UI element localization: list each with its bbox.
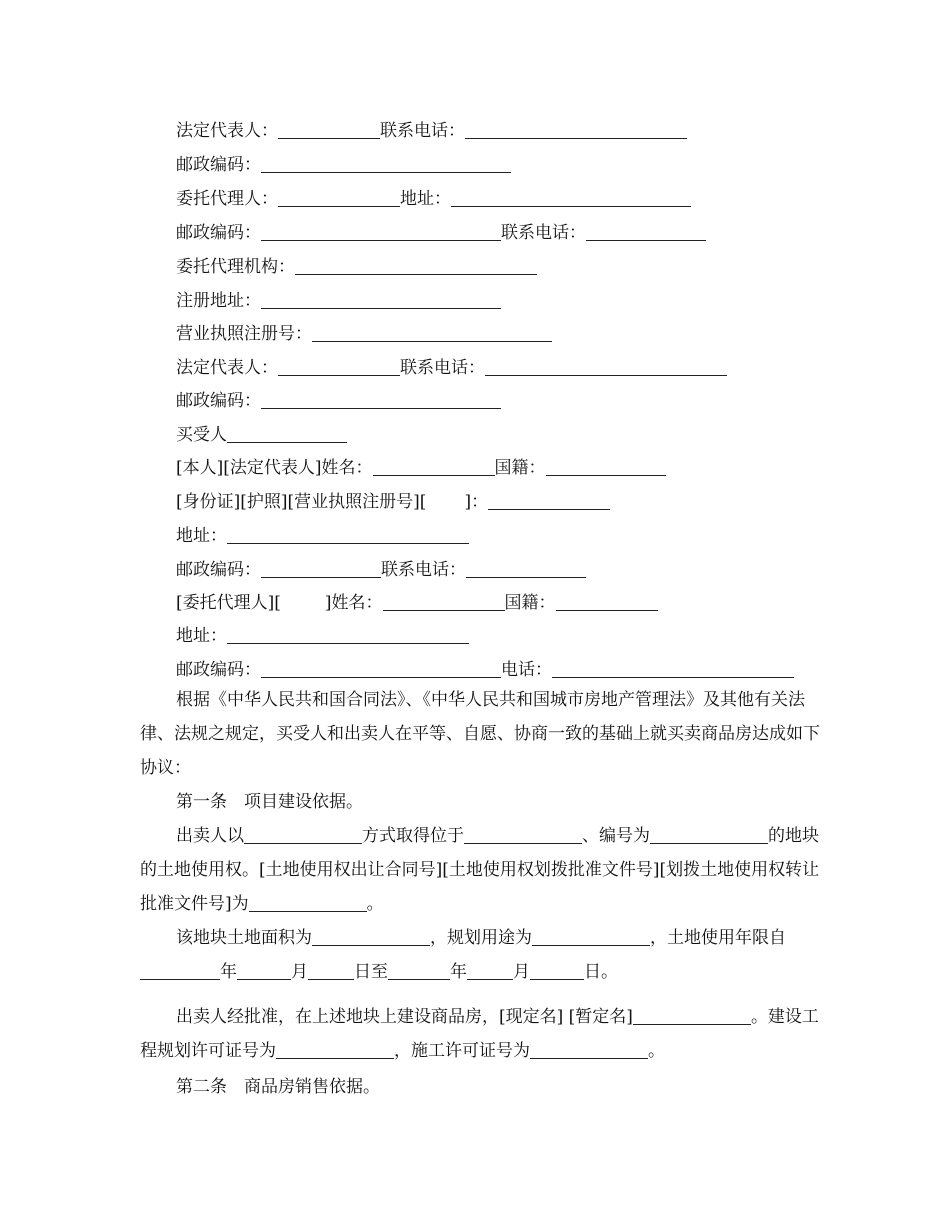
blank-field[interactable] [227, 627, 469, 644]
field-label: 国籍： [494, 458, 546, 478]
form-line [176, 593, 658, 613]
field-label: [本人][法定代表人]姓名： [176, 458, 373, 478]
paragraph-text: 、编号为 [582, 826, 650, 846]
paragraph-text: 。建设工程规划许可证号为 [140, 1007, 819, 1061]
blank-field[interactable] [530, 963, 584, 980]
field-label: [委托代理人][ [176, 593, 281, 613]
field-label: 买受人 [176, 425, 227, 445]
field-label: 联系电话： [501, 223, 586, 243]
form-line [176, 458, 666, 478]
blank-field[interactable] [276, 1042, 394, 1059]
form-line [176, 324, 552, 344]
article-heading [140, 785, 820, 819]
paragraph-text: ，施工许可证号为 [394, 1041, 530, 1061]
field-label: 委托代理机构： [176, 257, 295, 277]
blank-field[interactable] [249, 895, 367, 912]
blank-field[interactable] [261, 156, 511, 173]
field-label: ]： [464, 492, 489, 512]
field-label: 联系电话： [380, 121, 465, 141]
blank-field[interactable] [261, 561, 381, 578]
field-label: 地址： [176, 626, 227, 646]
article-1-heading: 第一条 项目建设依据。 [176, 792, 363, 812]
form-line [176, 358, 727, 378]
blank-field[interactable] [308, 963, 354, 980]
blank-field[interactable] [388, 963, 450, 980]
field-label: 邮政编码： [176, 660, 261, 680]
blank-field[interactable] [373, 459, 495, 476]
blank-field[interactable] [586, 224, 706, 241]
paragraph-text: 。 [366, 894, 384, 914]
blank-field[interactable] [227, 426, 347, 443]
field-label: 联系电话： [381, 560, 466, 580]
field-label: 注册地址： [176, 291, 261, 311]
blank-field[interactable] [278, 190, 400, 207]
form-line [176, 492, 610, 512]
blank-field[interactable] [312, 325, 552, 342]
intro-text: 根据《中华人民共和国合同法》、《中华人民共和国城市房地产管理法》及其他有关法律、法规之规定，买受人和出卖人在平等、自愿、协商一致的基础上就买卖商品房达成如下协议： [140, 690, 820, 778]
paragraph-text: 出卖人经批准，在上述地块上建设商品房，[现定名] [暂定名] [176, 1007, 633, 1027]
form-line [176, 626, 469, 646]
form-line [176, 189, 691, 209]
blank-field[interactable] [261, 661, 501, 678]
paragraph-text: 日至 [354, 962, 388, 982]
blank-field[interactable] [465, 122, 687, 139]
field-label: 国籍： [504, 593, 556, 613]
blank-field[interactable] [278, 359, 400, 376]
blank-field[interactable] [530, 1042, 648, 1059]
paragraph-text: 日。 [584, 962, 618, 982]
blank-field[interactable] [451, 190, 691, 207]
blank-field[interactable] [532, 929, 650, 946]
blank-field[interactable] [244, 827, 362, 844]
blank-field[interactable] [278, 122, 380, 139]
blank-field[interactable] [295, 258, 537, 275]
blank-field[interactable] [466, 561, 586, 578]
form-line [176, 560, 586, 580]
blank-field[interactable] [650, 827, 768, 844]
field-label: 邮政编码： [176, 391, 261, 411]
field-label: 邮政编码： [176, 560, 261, 580]
blank-field[interactable] [312, 929, 430, 946]
field-label: 电话： [501, 660, 552, 680]
paragraph-text: 月 [513, 962, 530, 982]
paragraph-text: ，规划用途为 [430, 928, 532, 948]
field-label: 邮政编码： [176, 223, 261, 243]
blank-field[interactable] [237, 963, 291, 980]
form-line [176, 223, 706, 243]
field-label: 邮政编码： [176, 155, 261, 175]
paragraph-text: 月 [291, 962, 308, 982]
paragraph-text: 该地块土地面积为 [176, 928, 312, 948]
form-line [176, 425, 347, 445]
blank-field[interactable] [556, 594, 658, 611]
field-label: 法定代表人： [176, 358, 278, 378]
blank-field[interactable] [488, 493, 610, 510]
blank-field[interactable] [546, 459, 666, 476]
blank-field[interactable] [485, 359, 727, 376]
blank-field[interactable] [140, 963, 220, 980]
blank-field[interactable] [467, 963, 513, 980]
blank-field[interactable] [261, 292, 501, 309]
form-line [176, 660, 794, 680]
blank-field[interactable] [261, 392, 501, 409]
article-heading [140, 1070, 820, 1104]
field-label: 联系电话： [400, 358, 485, 378]
article-1-paragraph-2 [140, 921, 820, 989]
paragraph-text: 年 [450, 962, 467, 982]
paragraph-text: 的地块的土地使用权。[土地使用权出让合同号][土地使用权划拨批准文件号][划拨土地使用权转让批准文件号]为 [140, 826, 820, 914]
paragraph-text: 方式取得位于 [362, 826, 464, 846]
article-1-paragraph-1 [140, 819, 820, 921]
blank-field[interactable] [464, 827, 582, 844]
form-line [176, 526, 469, 546]
field-label: 地址： [400, 189, 451, 209]
blank-field[interactable] [261, 224, 501, 241]
article-1-paragraph-3 [140, 1000, 820, 1068]
field-label: [身份证][护照][营业执照注册号][ [176, 492, 427, 512]
article-2-heading: 第二条 商品房销售依据。 [176, 1077, 380, 1097]
field-label: 地址： [176, 526, 227, 546]
form-line [176, 155, 511, 175]
form-line [176, 391, 501, 411]
field-label: ]姓名： [324, 593, 383, 613]
form-line [176, 257, 537, 277]
blank-field[interactable] [227, 527, 469, 544]
blank-field[interactable] [383, 594, 505, 611]
field-label: 法定代表人： [176, 121, 278, 141]
paragraph-text: 出卖人以 [176, 826, 244, 846]
paragraph-text: ，土地使用年限自 [650, 928, 786, 948]
form-line [176, 291, 501, 311]
field-label: 营业执照注册号： [176, 324, 312, 344]
intro-paragraph [140, 683, 820, 785]
blank-field[interactable] [633, 1008, 751, 1025]
field-label: 委托代理人： [176, 189, 278, 209]
form-line [176, 121, 687, 141]
paragraph-text: 年 [220, 962, 237, 982]
blank-field[interactable] [552, 661, 794, 678]
paragraph-text: 。 [648, 1041, 665, 1061]
